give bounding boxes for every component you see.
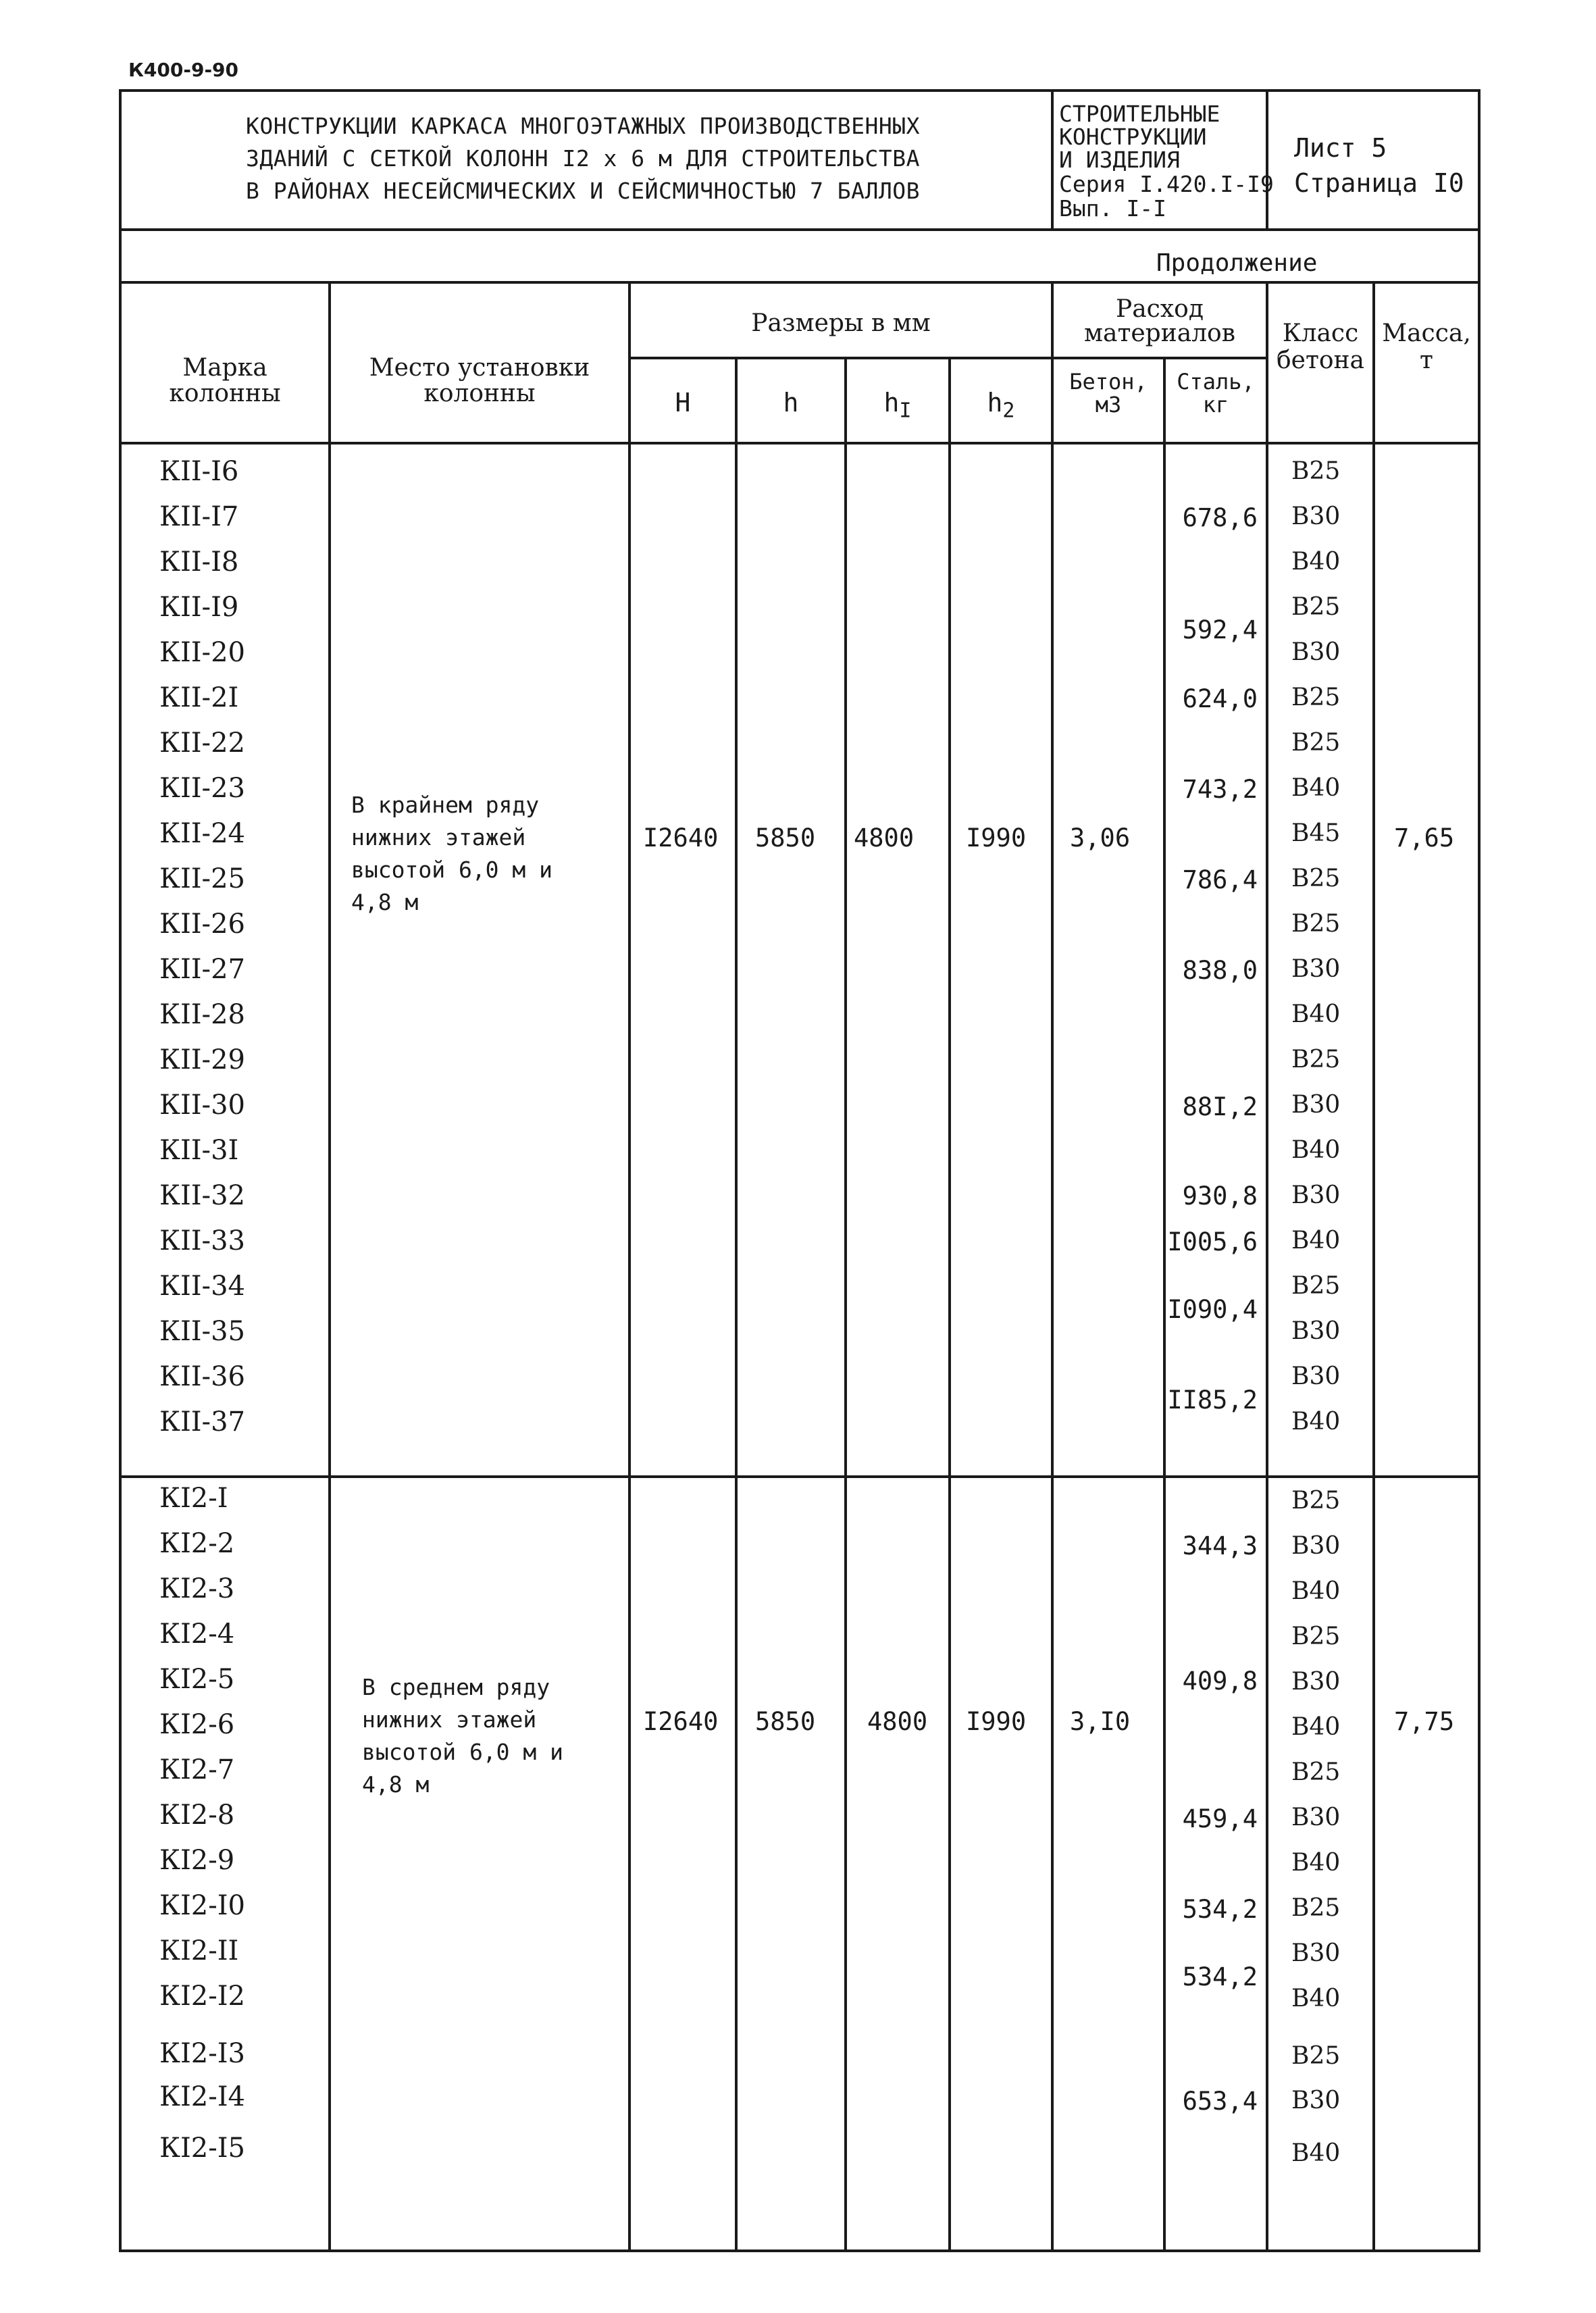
header-place: Место установки колонны [369,354,590,407]
title-line-2: ЗДАНИЙ С СЕТКОЙ КОЛОНН I2 х 6 м ДЛЯ СТРОИТЕЛЬСТВА [246,145,921,172]
steel-value: 592,4 [1182,615,1258,644]
steel-value: I090,4 [1167,1295,1258,1324]
concrete-class: В30 [1291,955,1341,983]
table-row-mark: КI2-I5 [159,2133,245,2164]
concrete-class: В25 [1291,1758,1341,1786]
steel-value: 743,2 [1182,775,1258,804]
concrete-class: В30 [1291,1363,1341,1390]
header-h1-sub: I [899,399,912,423]
table-row-mark: КII-37 [159,1406,245,1438]
group1-h2: I990 [966,823,1027,853]
concrete-class: В40 [1291,1577,1341,1605]
col-line-h1 [948,357,951,2252]
steel-value: 838,0 [1182,956,1258,985]
title-line-3: В РАЙОНАХ НЕСЕЙСМИЧЕСКИХ И СЕЙСМИЧНОСТЬЮ 7 БАЛЛОВ [246,178,921,204]
header-H: Н [675,388,691,417]
table-row-mark: КII-30 [159,1090,245,1121]
concrete-class: В30 [1291,2087,1341,2114]
frame-top-line [119,89,1481,92]
steel-value: 534,2 [1182,1962,1258,1991]
table-row-mark: КII-35 [159,1316,245,1347]
series-line-3: И ИЗДЕЛИЯ [1059,147,1180,173]
header-sizes: Размеры в мм [751,309,931,337]
concrete-class: В30 [1291,1804,1341,1831]
col-line-mark [328,281,331,2252]
group1-placement: В крайнем ряду нижних этажей высотой 6,0 м и 4,8 м [351,792,553,915]
table-row-mark: КI2-I4 [159,2081,245,2112]
concrete-class: В40 [1291,1136,1341,1164]
group1-concrete: 3,06 [1070,823,1131,853]
frame-right-line [1478,89,1481,2252]
page-number: Страница I0 [1294,168,1464,198]
table-row-mark: КI2-9 [159,1845,235,1876]
group2-mass: 7,75 [1394,1707,1455,1736]
col-line-H [735,357,738,2252]
table-row-mark: КII-I6 [159,456,239,487]
concrete-class: В25 [1291,457,1341,485]
col-line-steel [1266,281,1268,2252]
steel-value: 409,8 [1182,1667,1258,1696]
table-row-mark: КI2-II [159,1935,239,1966]
title-divider-1 [1051,89,1054,228]
table-row-mark: КII-28 [159,999,245,1030]
series-line-1: СТРОИТЕЛЬНЫЕ [1059,101,1220,127]
table-row-mark: КII-34 [159,1271,245,1302]
header-materials: Расход материалов [1084,295,1235,347]
group2-placement: В среднем ряду нижних этажей высотой 6,0 м и 4,8 м [362,1674,564,1798]
header-steel: Сталь, кг [1177,369,1255,417]
concrete-class: В25 [1291,865,1341,892]
table-row-mark: КII-36 [159,1361,245,1392]
steel-value: 624,0 [1182,684,1258,713]
table-row-mark: КII-29 [159,1044,245,1075]
concrete-class: В30 [1291,1091,1341,1119]
concrete-class: В25 [1291,2042,1341,2070]
title-divider-2 [1266,89,1268,228]
group2-h1: 4800 [867,1707,928,1736]
table-row-mark: КI2-I2 [159,1981,245,2012]
group2-concrete: 3,I0 [1070,1707,1131,1736]
concrete-class: В40 [1291,1985,1341,2012]
col-line-h [844,357,847,2252]
col-line-class [1372,281,1375,2252]
concrete-class: В40 [1291,1000,1341,1028]
concrete-class: В40 [1291,1408,1341,1435]
table-row-mark: КII-25 [159,863,245,894]
continuation-label: Продолжение [1156,249,1318,277]
steel-value: 459,4 [1182,1804,1258,1833]
concrete-class: В40 [1291,1849,1341,1877]
concrete-class: В25 [1291,1623,1341,1650]
table-row-mark: КII-32 [159,1180,245,1211]
table-row-mark: КII-I7 [159,501,239,532]
frame-bottom-line [119,2250,1481,2252]
table-row-mark: КII-3I [159,1135,239,1166]
table-row-mark: КII-I8 [159,547,239,578]
concrete-class: В45 [1291,819,1341,847]
table-row-mark: КII-33 [159,1225,245,1256]
frame-left-line [119,89,122,2252]
concrete-class: В40 [1291,2139,1341,2167]
table-row-mark: КII-24 [159,818,245,849]
group2-h2: I990 [966,1707,1027,1736]
concrete-class: В40 [1291,1713,1341,1741]
concrete-class: В25 [1291,684,1341,711]
table-row-mark: КI2-8 [159,1800,235,1831]
concrete-class: В40 [1291,774,1341,802]
table-row-mark: КII-26 [159,909,245,940]
concrete-class: В30 [1291,1181,1341,1209]
table-row-mark: КI2-4 [159,1619,235,1650]
table-row-mark: КII-2I [159,682,239,713]
concrete-class: В30 [1291,1532,1341,1560]
header-h1-letter: h [883,388,900,417]
header-h2 [951,388,1051,423]
sheet-number: Лист 5 [1294,133,1387,163]
concrete-class: В25 [1291,910,1341,938]
table-row-mark: КI2-2 [159,1528,235,1559]
table-row-mark: КI2-5 [159,1664,235,1695]
table-row-mark: КII-20 [159,637,245,668]
header-mass: Масса, т [1382,320,1471,374]
header-h1 [847,388,948,423]
document-code: К400-9-90 [128,59,239,81]
group1-mass: 7,65 [1394,823,1455,853]
concrete-class: В30 [1291,1939,1341,1967]
series-line-5: Вып. I-I [1059,195,1166,222]
steel-value: I005,6 [1167,1227,1258,1256]
steel-value: 930,8 [1182,1181,1258,1211]
title-line-1: КОНСТРУКЦИИ КАРКАСА МНОГОЭТАЖНЫХ ПРОИЗВОДСТВЕННЫХ [246,113,921,139]
steel-value: 88I,2 [1182,1092,1258,1121]
concrete-class: В25 [1291,1046,1341,1073]
header-bottom-line [119,442,1481,444]
table-row-mark: КI2-6 [159,1709,235,1740]
group2-H: I2640 [643,1707,719,1736]
steel-value: 534,2 [1182,1895,1258,1924]
steel-value: 653,4 [1182,2087,1258,2116]
concrete-class: В30 [1291,1317,1341,1345]
header-h: h [783,388,799,417]
table-row-mark: КII-22 [159,728,245,759]
series-line-4: Серия I.420.I-I9 [1059,171,1274,197]
steel-value: 786,4 [1182,865,1258,894]
concrete-class: В40 [1291,548,1341,576]
steel-value: 678,6 [1182,503,1258,532]
concrete-class: В30 [1291,1668,1341,1696]
table-row-mark: КII-I9 [159,592,239,623]
col-line-h2 [1051,281,1054,2252]
table-row-mark: КII-23 [159,773,245,804]
table-row-mark: КI2-7 [159,1754,235,1785]
table-row-mark: КII-27 [159,954,245,985]
concrete-class: В40 [1291,1227,1341,1254]
table-row-mark: КI2-I [159,1483,228,1514]
continuation-bottom-line [119,281,1481,284]
title-bottom-line [119,228,1481,231]
sizes-subheader-line [628,357,1267,359]
table-row-mark: КI2-3 [159,1573,235,1604]
group-separator-line [119,1475,1481,1478]
table-row-mark: КI2-I3 [159,2038,245,2069]
concrete-class: В25 [1291,1894,1341,1922]
header-mark: Марка колонны [169,354,281,407]
concrete-class: В25 [1291,1272,1341,1300]
group1-H: I2640 [643,823,719,853]
header-class: Класс бетона [1276,320,1365,374]
concrete-class: В30 [1291,638,1341,666]
group1-h: 5850 [755,823,816,853]
concrete-class: В25 [1291,593,1341,621]
table-row-mark: КI2-I0 [159,1890,245,1921]
col-line-place [628,281,631,2252]
concrete-class: В30 [1291,503,1341,530]
group2-h: 5850 [755,1707,816,1736]
group1-h1: 4800 [854,823,915,853]
series-line-2: КОНСТРУКЦИИ [1059,124,1207,150]
concrete-class: В25 [1291,1487,1341,1515]
steel-value: 344,3 [1182,1531,1258,1560]
steel-value: II85,2 [1167,1386,1258,1415]
header-concrete: Бетон, м3 [1069,369,1148,417]
concrete-class: В25 [1291,729,1341,757]
header-h2-sub: 2 [1002,399,1015,423]
header-h2-letter: h [987,388,1003,417]
